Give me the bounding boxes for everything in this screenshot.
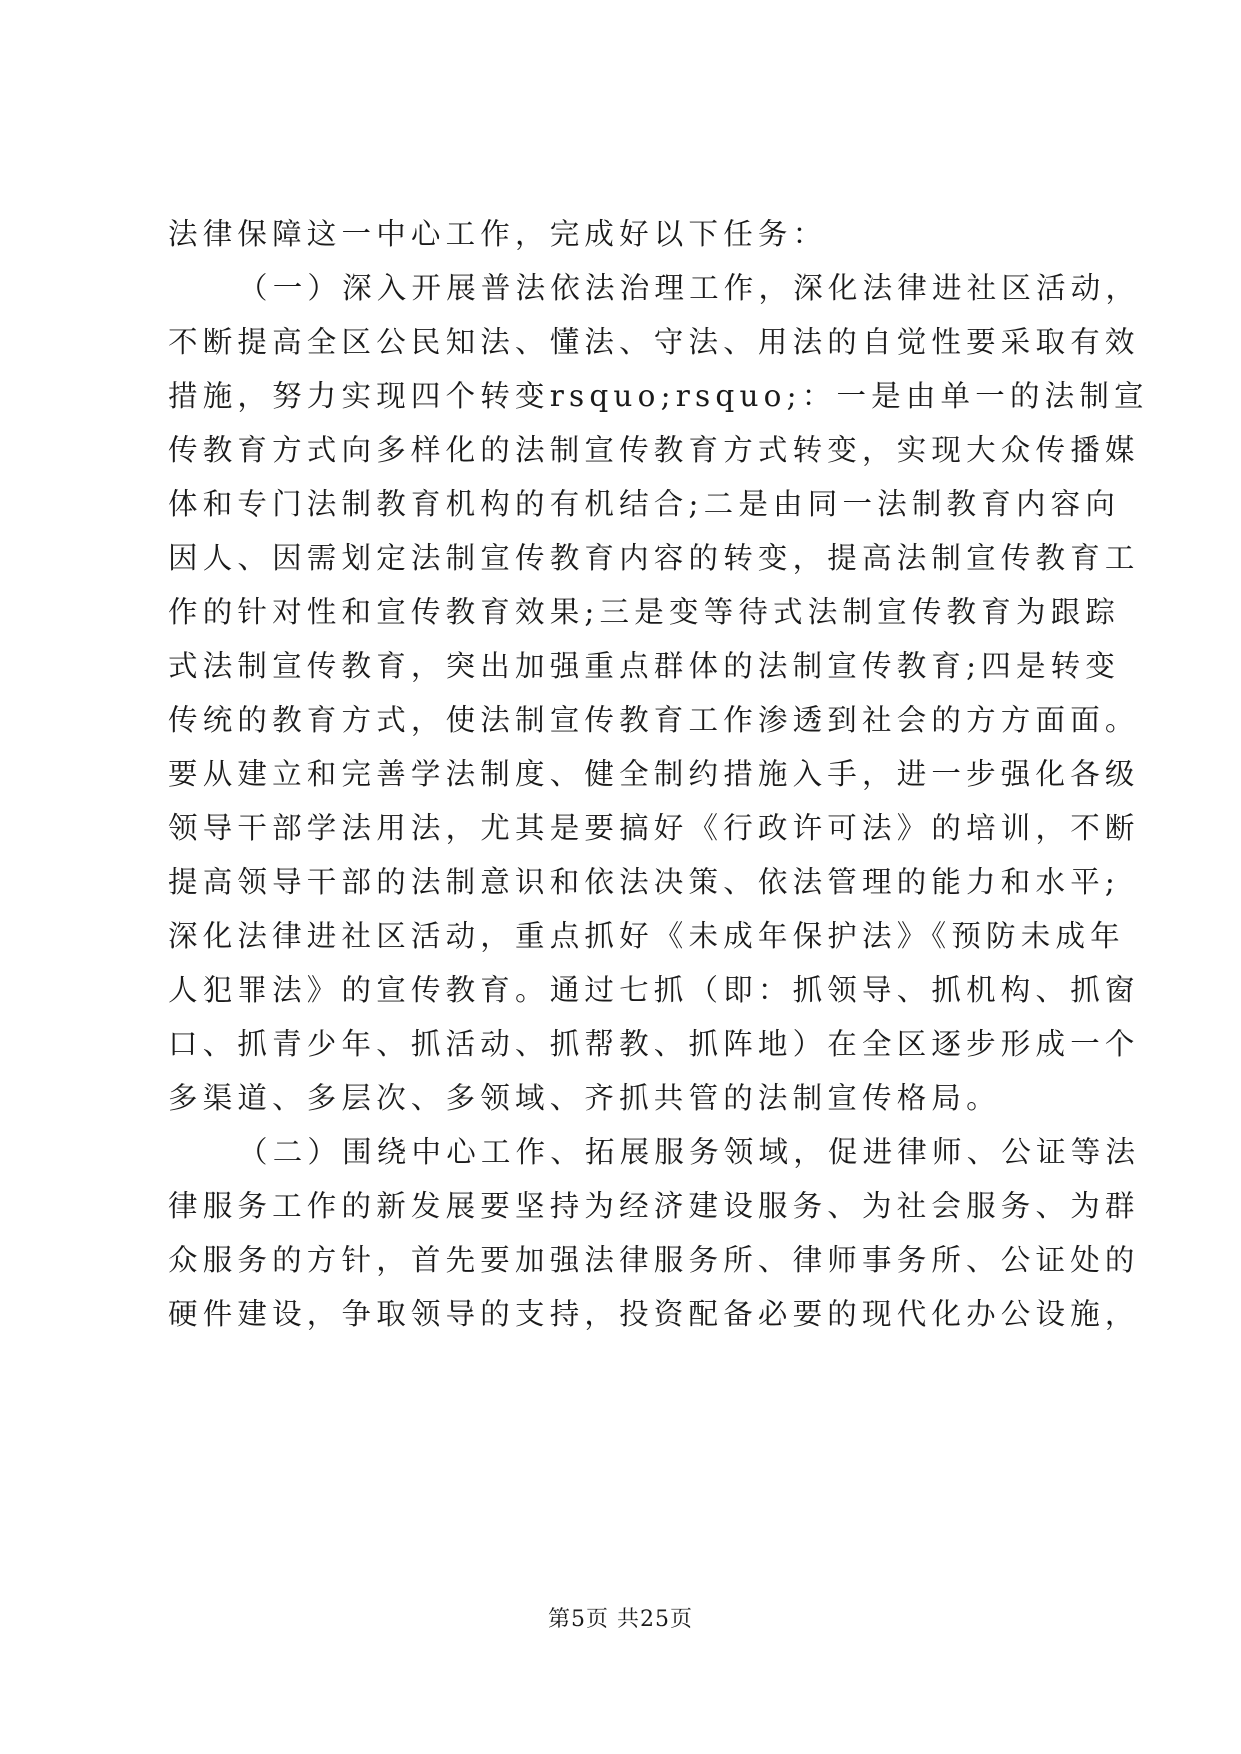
body-text-line: 作的针对性和宣传教育效果;三是变等待式法制宣传教育为跟踪 [168,595,1121,629]
body-text-line: 提高领导干部的法制意识和依法决策、依法管理的能力和水平; [168,865,1121,899]
body-text-line: 多渠道、多层次、多领域、齐抓共管的法制宣传格局。 [168,1081,1001,1115]
body-text-line: 传教育方式向多样化的法制宣传教育方式转变，实现大众传播媒 [168,433,1140,467]
body-text-line: 要从建立和完善学法制度、健全制约措施入手，进一步强化各级 [168,757,1140,791]
body-text-line: 式法制宣传教育，突出加强重点群体的法制宣传教育;四是转变 [168,649,1121,683]
body-text-line: （二）围绕中心工作、拓展服务领域，促进律师、公证等法 [238,1135,1141,1169]
body-text-line: 领导干部学法用法，尤其是要搞好《行政许可法》的培训，不断 [168,811,1140,845]
body-text-line: 人犯罪法》的宣传教育。通过七抓（即：抓领导、抓机构、抓窗 [168,973,1140,1007]
page-number-footer: 第5页 共25页 [548,1607,693,1632]
body-text-line: 硬件建设，争取领导的支持，投资配备必要的现代化办公设施， [168,1297,1140,1331]
body-text-line: 法律保障这一中心工作，完成好以下任务： [168,217,828,251]
body-text-line: 口、抓青少年、抓活动、抓帮教、抓阵地）在全区逐步形成一个 [168,1027,1140,1061]
body-text-line: 措施，努力实现四个转变rsquo;rsquo;：一是由单一的法制宣 [168,379,1149,413]
body-text-line: 律服务工作的新发展要坚持为经济建设服务、为社会服务、为群 [168,1189,1140,1223]
body-text-line: 不断提高全区公民知法、懂法、守法、用法的自觉性要采取有效 [168,325,1140,359]
body-text-line: 体和专门法制教育机构的有机结合;二是由同一法制教育内容向 [168,487,1121,521]
body-text-line: 传统的教育方式，使法制宣传教育工作渗透到社会的方方面面。 [168,703,1140,737]
body-text-line: 深化法律进社区活动，重点抓好《未成年保护法》《预防未成年 [168,919,1125,953]
body-text-line: 众服务的方针，首先要加强法律服务所、律师事务所、公证处的 [168,1243,1140,1277]
body-text-line: （一）深入开展普法依法治理工作，深化法律进社区活动， [238,271,1141,305]
body-text-line: 因人、因需划定法制宣传教育内容的转变，提高法制宣传教育工 [168,541,1140,575]
